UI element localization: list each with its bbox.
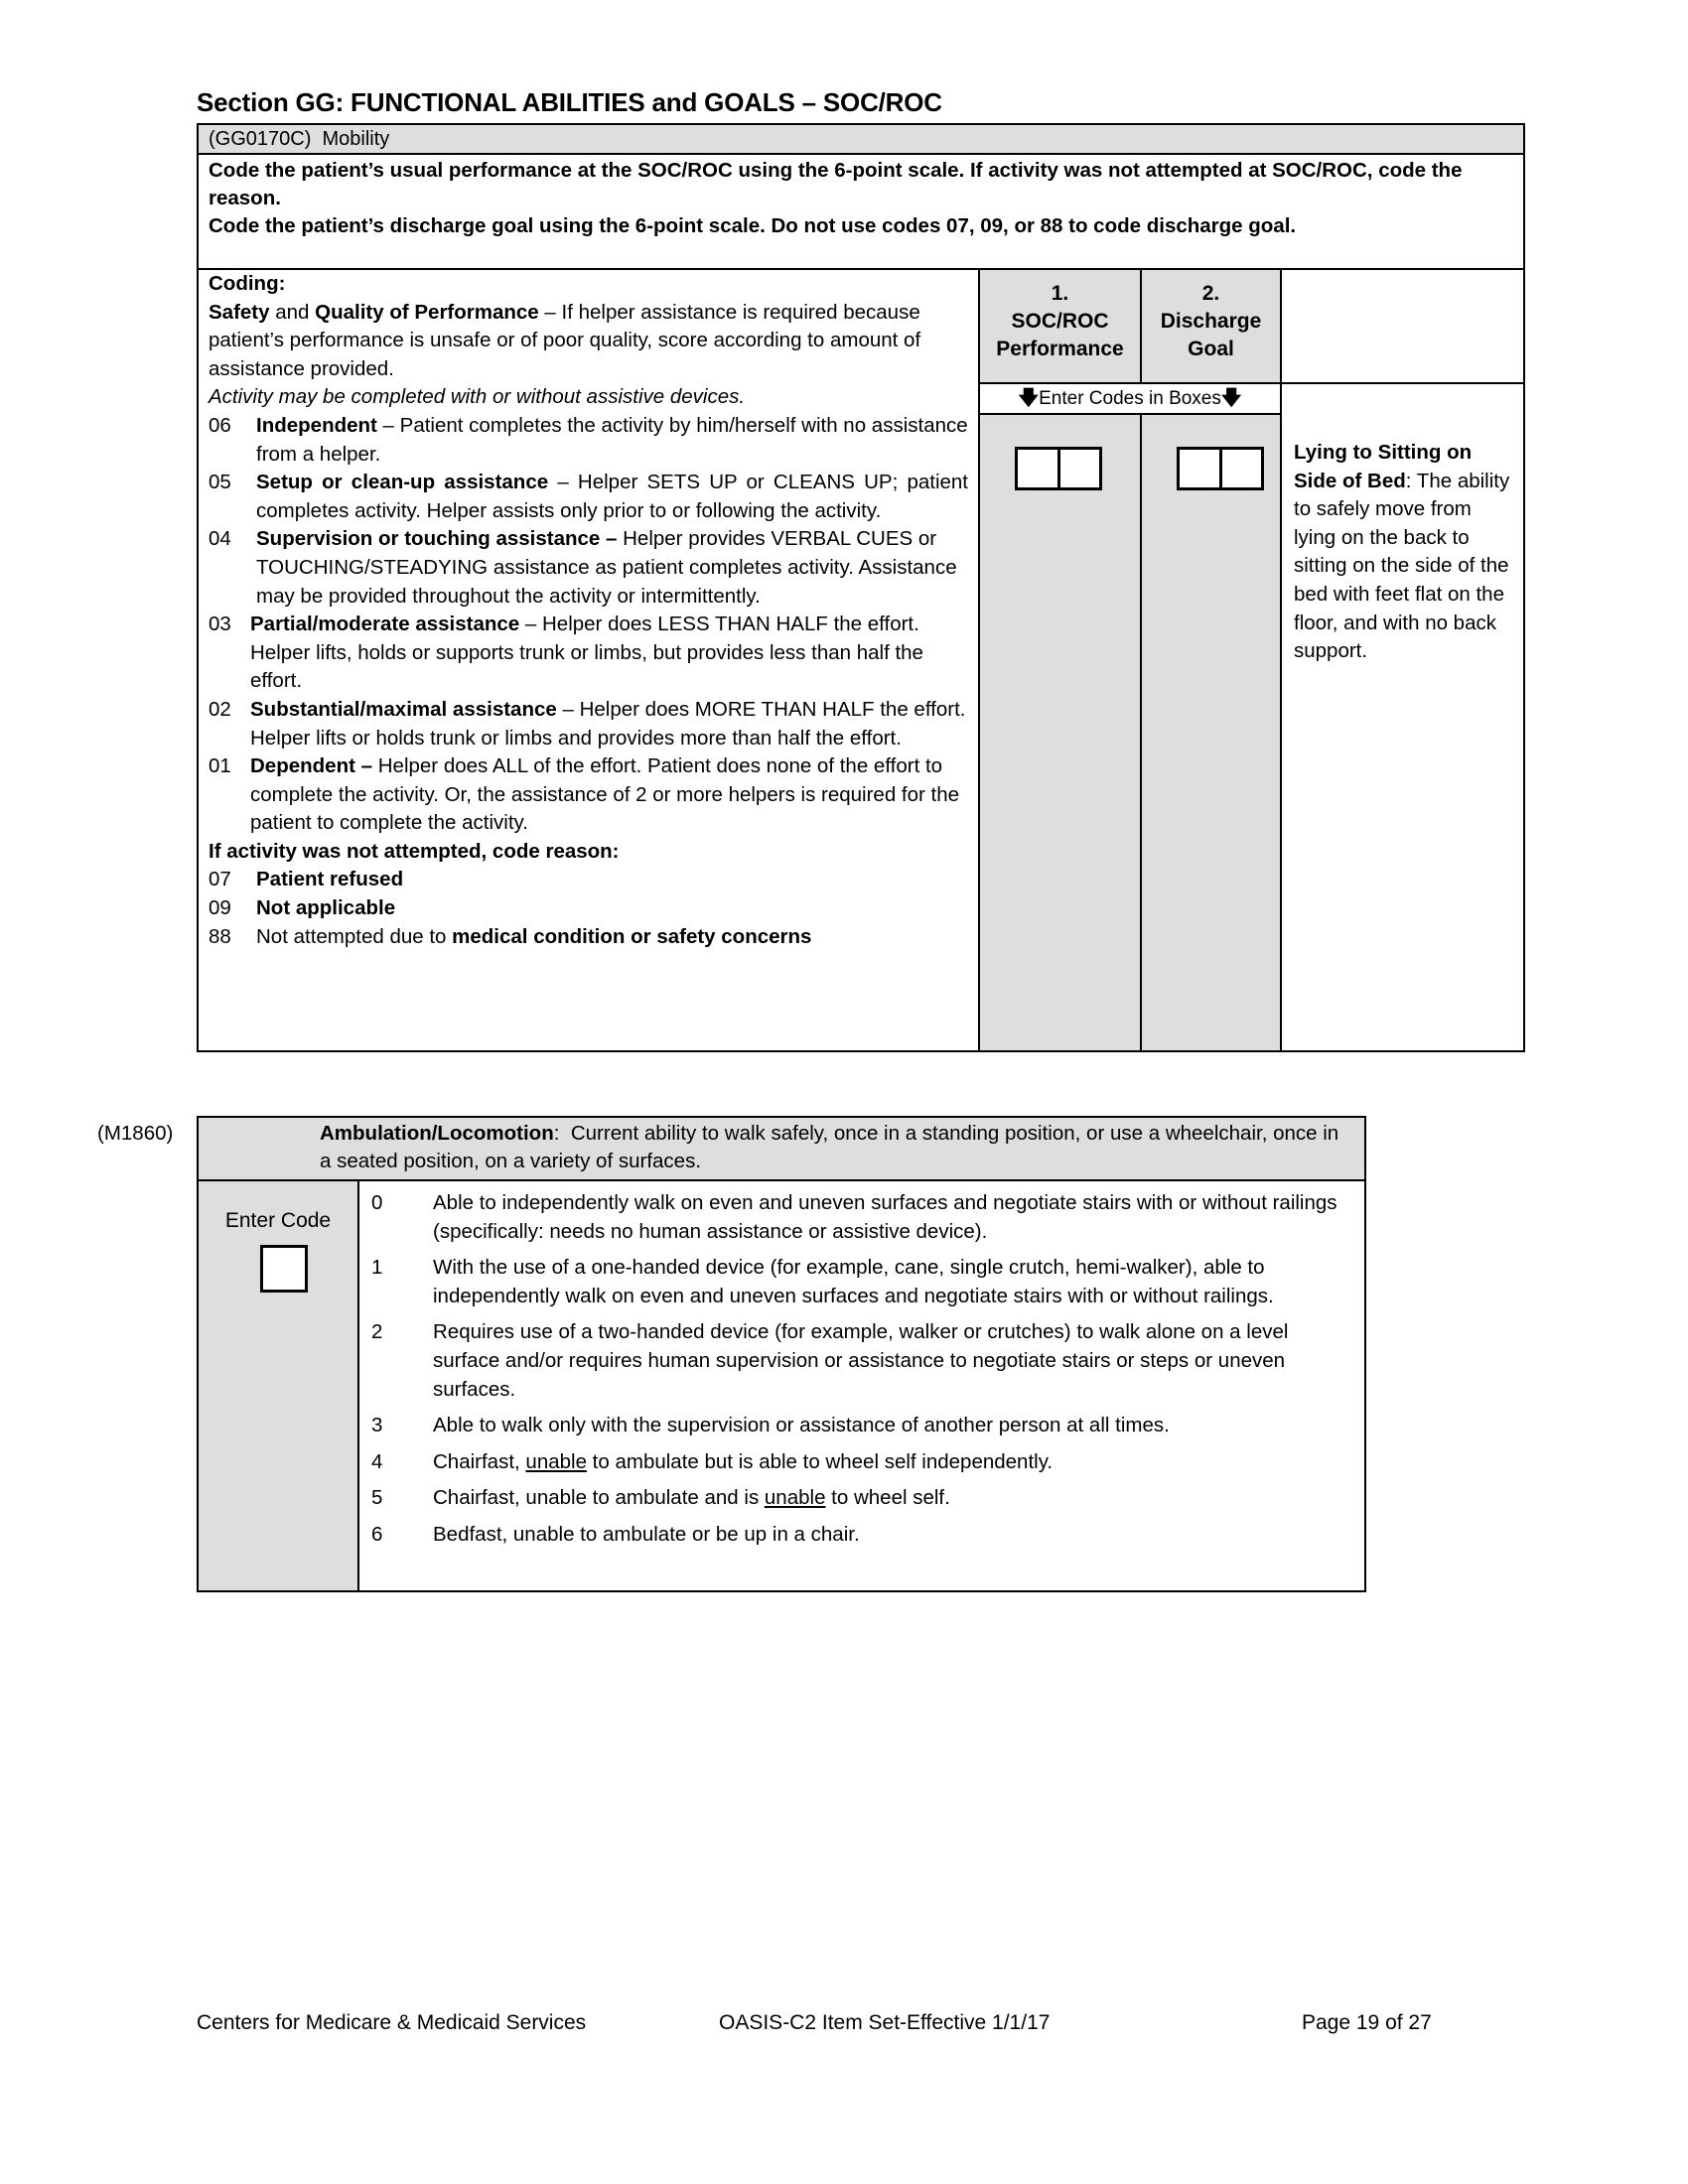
- option-0: [359, 1189, 1364, 1246]
- coding-legend: [199, 270, 978, 1050]
- item-id: (M1860): [97, 1122, 174, 1145]
- reason-number: 88: [209, 924, 231, 948]
- code-digit-2[interactable]: [1057, 450, 1100, 487]
- reason-number: 09: [209, 896, 231, 920]
- instruction-performance: Code the patient’s usual performance at the SOC/ROC using the 6-point scale. If activity was not attempted at SOC/ROC, code the reason.: [209, 159, 1463, 209]
- option-code: 2: [371, 1320, 383, 1344]
- footer-agency: Centers for Medicare & Medicaid Services: [197, 2011, 587, 2034]
- activity-column: [1280, 270, 1523, 1050]
- code-01: [209, 752, 968, 838]
- option-text-emphasis: unable: [525, 1449, 587, 1473]
- column-subtitle: Goal: [1188, 338, 1234, 360]
- activity-description: [1294, 439, 1517, 666]
- activity-text: The ability to safely move from lying on the back to sitting on the side of the bed with feet flat on the floor, and with no back support.: [1294, 469, 1510, 663]
- code-05: [209, 469, 968, 525]
- enter-code-label: Enter Code: [224, 1209, 332, 1232]
- separator: –: [519, 613, 542, 636]
- column-title: SOC/ROC: [1011, 310, 1109, 333]
- option-code: 0: [371, 1191, 383, 1214]
- code-03: [209, 611, 968, 696]
- column-number: 2.: [1201, 282, 1220, 305]
- code-digit-1[interactable]: [1018, 450, 1057, 487]
- option-code: 1: [371, 1256, 383, 1280]
- code-text: Helper does MORE THAN HALF the effort. Helper lifts or holds trunk or limbs and provides more than half the effort.: [250, 697, 966, 750]
- reason-88: [209, 923, 968, 952]
- code-04: [209, 525, 968, 611]
- reason-07: [209, 866, 968, 894]
- column-number: 1.: [1051, 282, 1069, 305]
- gg0170c-instructions: [199, 155, 1523, 270]
- item-description: Current ability to walk safely, once in a standing position, or use a wheelchair, once in a seated position, on a variety of surfaces.: [320, 1122, 1344, 1172]
- option-text: Bedfast, unable to ambulate or be up in a chair.: [433, 1522, 860, 1546]
- reason-prefix: Not attempted due to: [256, 924, 453, 948]
- code-label: Dependent –: [250, 754, 373, 778]
- option-5: [359, 1484, 1364, 1513]
- option-text-part: to ambulate but is able to wheel self independently.: [586, 1449, 1054, 1473]
- m1860-code-input[interactable]: [260, 1245, 308, 1293]
- code-number: 05: [209, 471, 231, 494]
- code-number: 06: [209, 413, 231, 437]
- not-attempted-heading: If activity was not attempted, code reason:: [209, 839, 620, 863]
- enter-codes-banner: [978, 384, 1280, 415]
- option-text: Requires use of a two-handed device (for example, walker or crutches) to walk alone on a level surface and/or requires human supervision or assistance to negotiate stairs or steps or uneven surfaces.: [433, 1320, 1289, 1401]
- safety-text: – If helper assistance is required because patient’s performance is unsafe or of poor quality, score according to amount of assistance provided.: [209, 300, 921, 380]
- discharge-goal-header: [1142, 270, 1280, 384]
- section-title: Section GG: FUNCTIONAL ABILITIES and GOALS – SOC/ROC: [197, 87, 942, 117]
- option-text: Able to independently walk on even and uneven surfaces and negotiate stairs with or without railings (specifically: needs no human assistance or assistive device).: [433, 1191, 1337, 1243]
- reason-label: medical condition or safety concerns: [452, 924, 812, 948]
- and-text: and: [269, 300, 316, 324]
- option-2: [359, 1318, 1364, 1404]
- reason-label: Not applicable: [256, 896, 396, 920]
- code-number: 03: [209, 613, 231, 636]
- option-text: With the use of a one-handed device (for example, cane, single crutch, hemi-walker), able to independently walk on even and uneven surfaces and negotiate stairs with or without railings.: [433, 1256, 1274, 1307]
- enter-code-column: [199, 1181, 359, 1590]
- option-4: [359, 1448, 1364, 1477]
- instruction-discharge-goal: Code the patient’s discharge goal using the 6-point scale. Do not use codes 07, 09, or 88 to code discharge goal.: [209, 214, 1297, 237]
- soc-roc-performance-code-input[interactable]: [1015, 447, 1102, 490]
- separator: –: [376, 413, 400, 437]
- column-subtitle: Performance: [996, 338, 1124, 360]
- item-colon: :: [553, 1122, 560, 1145]
- code-text: Helper SETS UP or CLEANS UP; patient completes activity. Helper assists only prior to or following the activity.: [256, 471, 968, 522]
- code-label: Independent: [256, 413, 377, 437]
- option-text: [433, 1484, 1348, 1513]
- code-number: 02: [209, 697, 231, 721]
- reason-09: [209, 894, 968, 923]
- option-text-part: to wheel self.: [825, 1486, 950, 1510]
- code-text: Helper provides VERBAL CUES or TOUCHING/STEADYING assistance as patient completes activity. Assistance may be provided throughout the activity or intermittently.: [256, 527, 957, 608]
- reason-label: Patient refused: [256, 868, 404, 891]
- code-06: [209, 412, 968, 469]
- option-text: Able to walk only with the supervision or assistance of another person at all times.: [433, 1414, 1170, 1437]
- coding-heading: Coding:: [209, 272, 286, 295]
- footer-page-number: Page 19 of 27: [1302, 2011, 1432, 2034]
- option-text-emphasis: unable: [764, 1486, 826, 1510]
- discharge-goal-code-input[interactable]: [1177, 447, 1264, 490]
- code-number: 04: [209, 527, 231, 551]
- m1860-header: [97, 1118, 1364, 1181]
- option-text-part: Chairfast, unable to ambulate and is: [433, 1486, 765, 1510]
- option-code: 3: [371, 1414, 383, 1437]
- option-code: 5: [371, 1486, 383, 1510]
- activity-colon: :: [1405, 469, 1412, 492]
- reason-number: 07: [209, 868, 231, 891]
- gg0170c-header: (GG0170C) Mobility: [199, 125, 1523, 155]
- code-digit-2[interactable]: [1219, 450, 1262, 487]
- safety-quality-note: [209, 299, 968, 384]
- gg0170c-table: [197, 123, 1525, 1052]
- code-label: Setup or clean-up assistance: [256, 471, 549, 494]
- item-title: Ambulation/Locomotion: [320, 1122, 554, 1145]
- code-label: Supervision or touching assistance –: [256, 527, 618, 551]
- soc-roc-performance-header: [980, 270, 1140, 384]
- option-code: 6: [371, 1522, 383, 1546]
- arrow-down-icon: 🡇: [1018, 387, 1040, 409]
- code-text: Patient completes the activity by him/herself with no assistance from a helper.: [256, 413, 968, 466]
- activity-note: Activity may be completed with or without assistive devices.: [209, 385, 746, 409]
- column-title: Discharge: [1160, 310, 1262, 333]
- arrow-down-icon: 🡇: [1220, 387, 1242, 409]
- code-text: Helper does ALL of the effort. Patient does none of the effort to complete the activity. Or, the assistance of 2 or more helpers is required for the patient to complete the activity.: [250, 754, 960, 835]
- option-3: [359, 1412, 1364, 1440]
- code-text: Helper does LESS THAN HALF the effort. Helper lifts, holds or supports trunk or limbs, but provides less than half the effort.: [250, 613, 923, 693]
- code-label: Substantial/maximal assistance: [250, 697, 557, 721]
- activity-name: Lying to Sitting on Side of Bed: [1294, 441, 1473, 492]
- separator: –: [556, 697, 580, 721]
- option-text-part: Chairfast,: [433, 1449, 526, 1473]
- footer-item-set: OASIS-C2 Item Set-Effective 1/1/17: [719, 2011, 1051, 2034]
- code-label: Partial/moderate assistance: [250, 613, 520, 636]
- option-1: [359, 1254, 1364, 1310]
- code-02: [209, 696, 968, 752]
- safety-label: Safety: [209, 300, 270, 324]
- m1860-table: [97, 1116, 1366, 1592]
- enter-codes-label: Enter Codes in Boxes: [1039, 388, 1221, 409]
- activity-header-blank: [1282, 270, 1523, 384]
- option-code: 4: [371, 1449, 383, 1473]
- m1860-options: [359, 1181, 1364, 1590]
- code-digit-1[interactable]: [1180, 450, 1219, 487]
- option-text: [433, 1448, 1348, 1477]
- option-6: [359, 1521, 1364, 1550]
- quality-label: Quality of Performance: [315, 300, 539, 324]
- separator: –: [548, 471, 578, 494]
- code-number: 01: [209, 754, 231, 778]
